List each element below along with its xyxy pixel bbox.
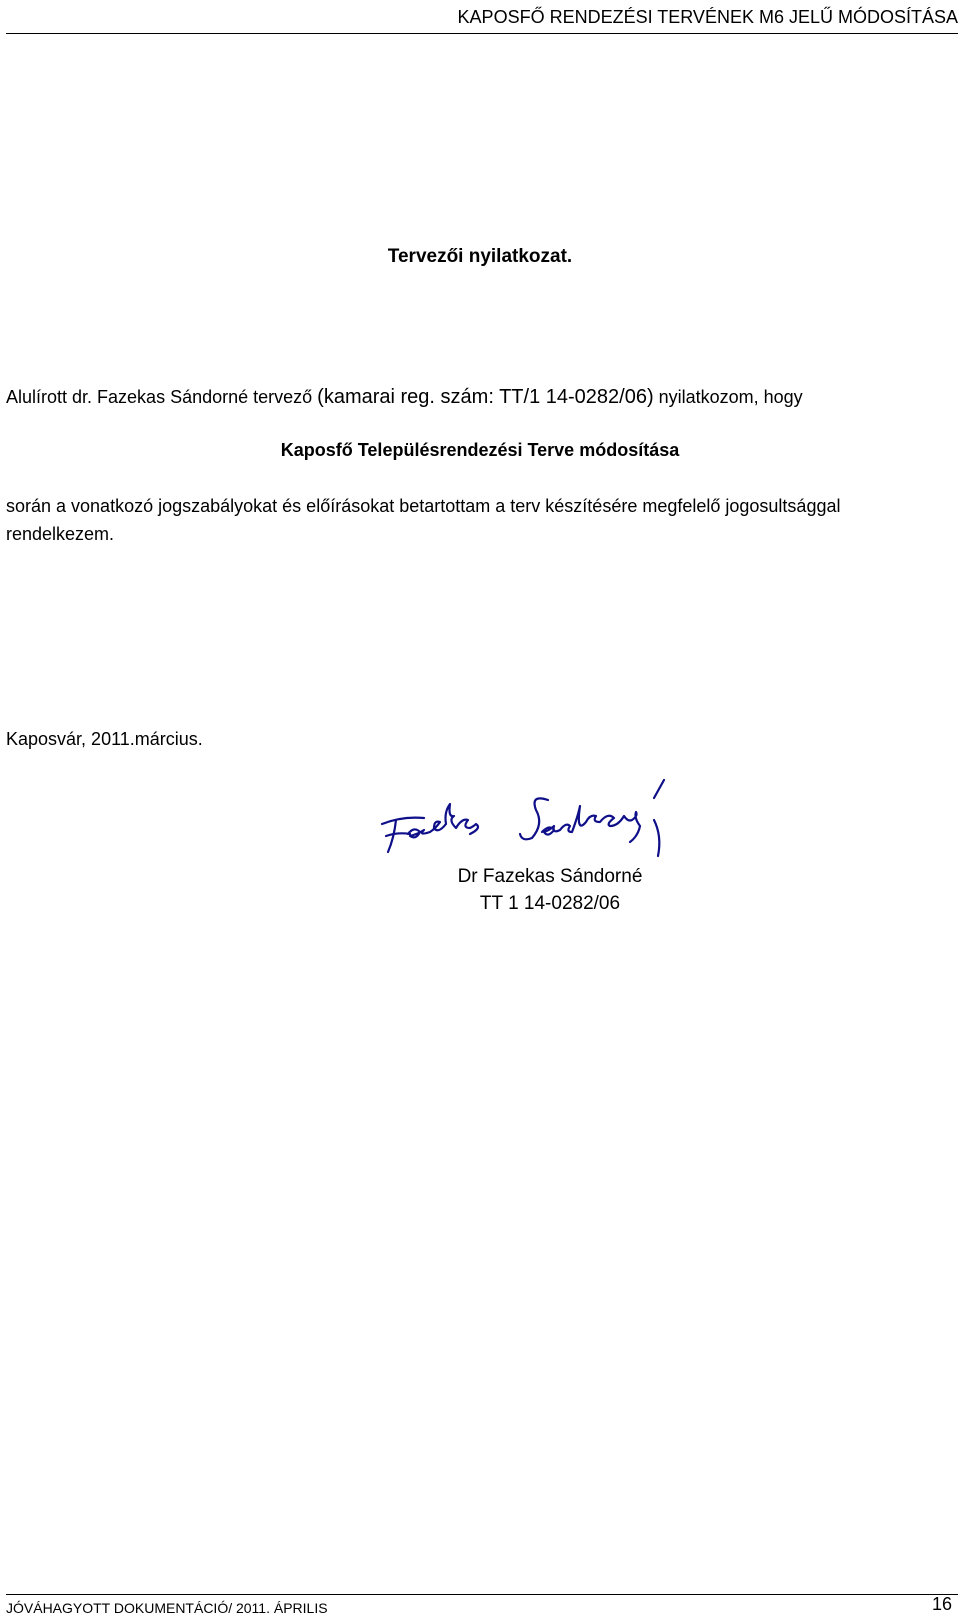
- intro-text-1: Alulírott dr. Fazekas Sándorné tervező: [6, 387, 318, 407]
- signer-block: [440, 863, 660, 917]
- page-header: [6, 6, 958, 34]
- intro-paragraph: [6, 386, 950, 408]
- footer-label: JÓVÁHAGYOTT DOKUMENTÁCIÓ/ 2011. ÁPRILIS: [6, 1600, 328, 1616]
- page-footer: [6, 1594, 958, 1617]
- body-paragraph: során a vonatkozó jogszabályokat és előírásokat betartottam a terv készítésére megfelelő jogosultsággal rendelkezem.: [6, 496, 841, 544]
- subject-heading: Kaposfő Településrendezési Terve módosítása: [280, 440, 680, 460]
- place-date: Kaposvár, 2011.március.: [6, 729, 203, 749]
- intro-text-3: nyilatkozom, hogy: [653, 387, 803, 407]
- signer-name: Dr Fazekas Sándorné: [457, 866, 643, 887]
- intro-text-2: (kamarai reg. szám: TT/1 14-0282/06): [317, 386, 654, 408]
- page-number: 16: [931, 1594, 952, 1614]
- document-title: Tervezői nyilatkozat.: [387, 246, 573, 267]
- header-title: KAPOSFŐ RENDEZÉSI TERVÉNEK M6 JELŰ MÓDOSÍTÁSA: [457, 7, 958, 27]
- signature-image: [372, 776, 692, 860]
- signer-registration: TT 1 14-0282/06: [479, 893, 621, 914]
